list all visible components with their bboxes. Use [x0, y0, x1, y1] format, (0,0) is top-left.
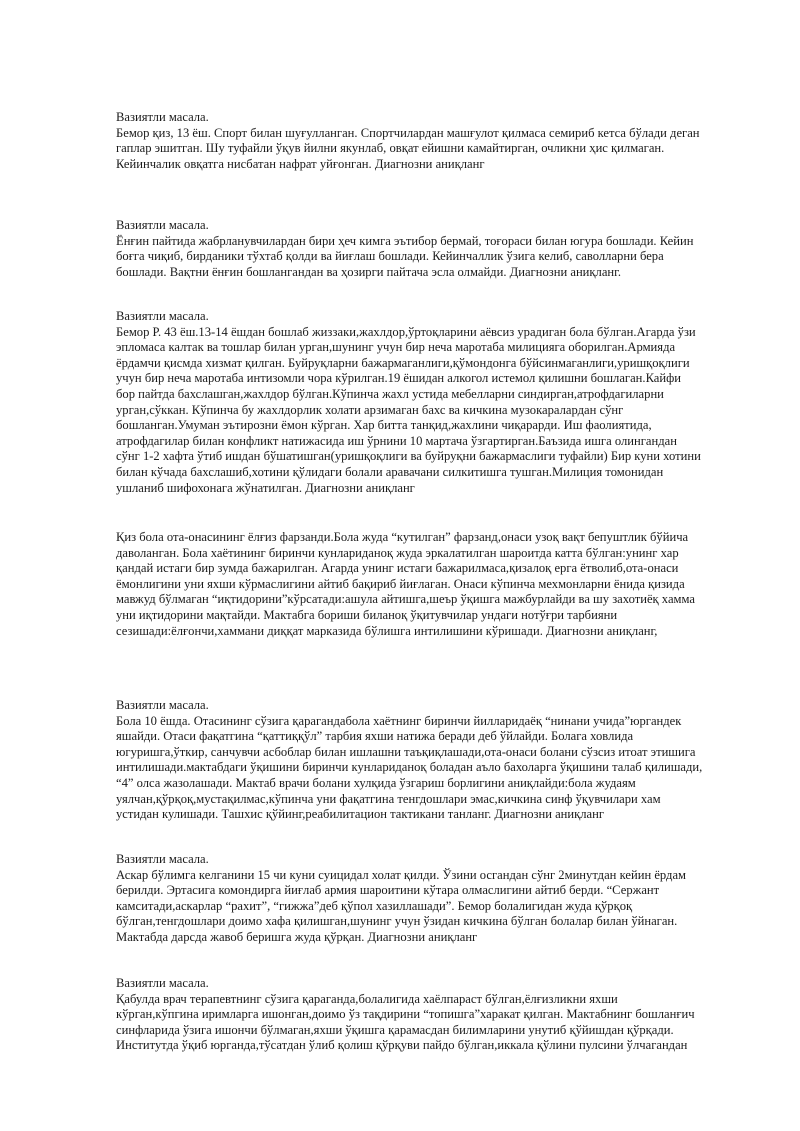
text-line: бошланган.Умуман эътирозни ёмон кўрган. Хар битта танқид,жахлини чиқарарди. Иш фаолиятида,: [116, 418, 652, 433]
text-line: Бемор Р. 43 ёш.13-14 ёшдан бошлаб жиззаки,жахлдор,ўртоқларини аёвсиз урадиган бола бўлган.Агарда ўзи: [116, 324, 696, 339]
text-line: Бемор қиз, 13 ёш. Спорт билан шуғулланган. Спортчилардан машғулот қилмаса семириб кетса бўлади деган: [116, 125, 700, 140]
text-line: Бола 10 ёшда. Отасининг сўзига қарагандабола хаётнинг биринчи йилларидаёқ “нинани учида”юргандек: [116, 713, 682, 728]
text-line: югуришга,ўткир, санчувчи асбоблар билан ишлашни таъқиқлашади,ота-онаси болани сўзсиз итоат этишига: [116, 744, 696, 759]
case-text: [116, 530, 746, 639]
text-line: учун бир неча маротаба интизомли чора кўрилган.19 ёшидан алкогол истемол қилишни бошлаган.Кайфи: [116, 371, 682, 386]
case-title: Вазиятли масала.: [116, 698, 209, 712]
text-line: қандай истаги бир зумда бажарилган. Агарда унинг истаги бажарилмаса,қизалоқ ерга ётволиб,ота-онаси: [116, 561, 679, 576]
text-line: боғга чиқиб, бирданики тўхтаб қолди ва йиғлаш бошлади. Кейинчаллик ўзига келиб, саволларни бера: [116, 249, 664, 264]
text-line: бор пайтда бахслашган,жахлдор бўлган.Кўпинча жахл устида мебелларни синдирган,атрофдагиларни: [116, 386, 664, 401]
text-line: Ёнғин пайтида жабрланувчилардан бири ҳеч кимга эътибор бермай, тоғораси билан югура бошлади. Кейин: [116, 233, 694, 248]
text-line: даволанган. Бола хаётининг биринчи кунлариданоқ жуда эркалатилган шароитда катта бўлган:унинг хар: [116, 545, 679, 560]
text-line: берилди. Эртасига комондирга йиғлаб армия шароитини кўтара олмаслигини айтиб берди. “Сержант: [116, 883, 660, 898]
text-line: Институтда ўқиб юрганда,тўсатдан ўлиб қолиш қўрқуви пайдо бўлган,иккала қўлини пулсини ўлчагандан: [116, 1038, 688, 1053]
text-line: “4” олса жазолашади. Мактаб врачи болани хулқида ўзгариш борлигини аниқлайди:бола жудаям: [116, 775, 636, 790]
case-text: [116, 234, 746, 281]
case-title: Вазиятли масала.: [116, 976, 209, 990]
text-line: кўрган,кўпгина иримларга ишонган,доимо ўз тақдирини “топишга”харакат қилган. Мактабнинг бошланғич: [116, 1007, 695, 1022]
text-line: ёмонлигини уни яхши кўрмаслигини айтиб бақириб йиғлаган. Онаси кўпинча мехмонларни ёнида қизида: [116, 576, 685, 591]
text-line: урган,сўккан. Кўпинча бу жахлдорлик холати арзимаган бахс ва кичкина музокаралардан сўнг: [116, 402, 624, 417]
text-line: сезишади:ёлғончи,хаммани диққат марказида бўлишга интилишини кўришади. Диагнозни аниқланг,: [116, 623, 658, 638]
text-line: Қиз бола ота-онасининг ёлғиз фарзанди.Бола жуда “кутилган” фарзанд,онаси узоқ вақт бепуштлик бўйича: [116, 530, 689, 544]
text-line: Кейинчалик овқатга нисбатан нафрат уйғонган. Диагнозни аниқланг: [116, 156, 485, 171]
case-4: [116, 530, 746, 639]
case-title: Вазиятли масала.: [116, 852, 209, 866]
case-title: Вазиятли масала.: [116, 110, 209, 124]
case-text: [116, 714, 746, 823]
text-line: билан кўчада бахслашиб,хотини қўлидаги болали аравачани силкитишга тушган.Милиция томонидан: [116, 464, 664, 479]
text-line: ёрдамчи қисмда хизмат қилган. Буйруқларни бажармаганлиги,қўмондонга бўйсинмаганлиги,уришқоқлиги: [116, 355, 690, 370]
case-5: [116, 698, 746, 823]
text-line: атрофдагилар билан конфликт натижасида иш ўрнини 10 мартача ўзгартирган.Баъзида ишга олингандан: [116, 433, 677, 448]
case-2: [116, 218, 746, 280]
text-line: мавжуд бўлмаган “иқтидорини”кўрсатади:ашула айтишга,шеър ўқишга мажбурлайди ва шу захотиёқ хамма: [116, 592, 695, 607]
text-line: бошлади. Вақтни ёнғин бошлангандан ва ҳозирги пайтача эсла олмайди. Диагнозни аниқланг.: [116, 264, 622, 279]
case-text: [116, 868, 746, 946]
text-line: устидан кулишади. Ташхис қўйинг,реабилитацион тактикани танланг. Диагнозни аниқланг: [116, 807, 605, 822]
case-3: [116, 309, 746, 496]
text-line: Мактабда дарсда жавоб беришга жуда қўрқан. Диагнозни аниқланг: [116, 929, 478, 944]
case-text: [116, 325, 746, 497]
text-line: Аскар бўлимга келганини 15 чи куни суицидал холат қилди. Ўзини осгандан сўнг 2минутдан кейин ёрдам: [116, 867, 687, 882]
text-line: камситади,аскарлар “рахит”, “гижжа”деб қўпол хазиллашади”. Бемор болалигидан жуда қўрқоқ: [116, 898, 633, 913]
text-line: гаплар эшитган. Шу туфайли ўқув йилни якунлаб, овқат ейишни камайтирган, очликни ҳис қилмаган.: [116, 141, 665, 156]
case-text: [116, 126, 746, 173]
case-title: Вазиятли масала.: [116, 309, 209, 323]
text-line: ушланиб шифохонага жўнатилган. Диагнозни аниқланг: [116, 480, 415, 495]
text-line: интилишади.мактабдаги ўқишини биринчи кунлариданоқ боладан аъло бахоларга ўқишини талаб қилишади,: [116, 760, 703, 775]
text-line: синфларида ўзига ишончи бўлмаган,яхши ўқишга қарамасдан билимларини унутиб қўйишдан қўрқади.: [116, 1022, 674, 1037]
text-line: Қабулда врач терапевтнинг сўзига қараганда,болалигида хаёлпараст бўлган,ёлғизликни яхши: [116, 991, 618, 1006]
case-title: Вазиятли масала.: [116, 218, 209, 232]
case-6: [116, 852, 746, 946]
text-line: эпломаса калтак ва тошлар билан урган,шунинг учун бир неча маротаба милицияга оборилган.Армияда: [116, 340, 676, 355]
text-line: сўнг 1-2 хафта ўтиб ишдан бўшатишган(уришқоқлиги ва буйруқни бажармаслиги туфайли) Бир куни хотини: [116, 449, 701, 464]
text-line: уни иқтидорини мақтайди. Мактабга бориши биланоқ ўқитувчилар ундаги нотўғри тарбияни: [116, 607, 618, 622]
case-7: [116, 976, 746, 1054]
text-line: яшайди. Отаси фақатгина “қаттиққўл” тарбия яхши натижа беради деб ўйлайди. Болага ховлида: [116, 729, 634, 744]
text-line: уялчан,қўрқоқ,мустақилмас,кўпинча уни фақатгина тенгдошлари эмас,кичкина синф ўқувчилари хам: [116, 791, 661, 806]
text-line: бўлган,тенгдошлари доимо хафа қилишган,шунинг учун ўзидан кичкина бўлган болалар билан ўйнаган.: [116, 914, 678, 929]
case-text: [116, 992, 746, 1054]
case-1: [116, 110, 746, 172]
